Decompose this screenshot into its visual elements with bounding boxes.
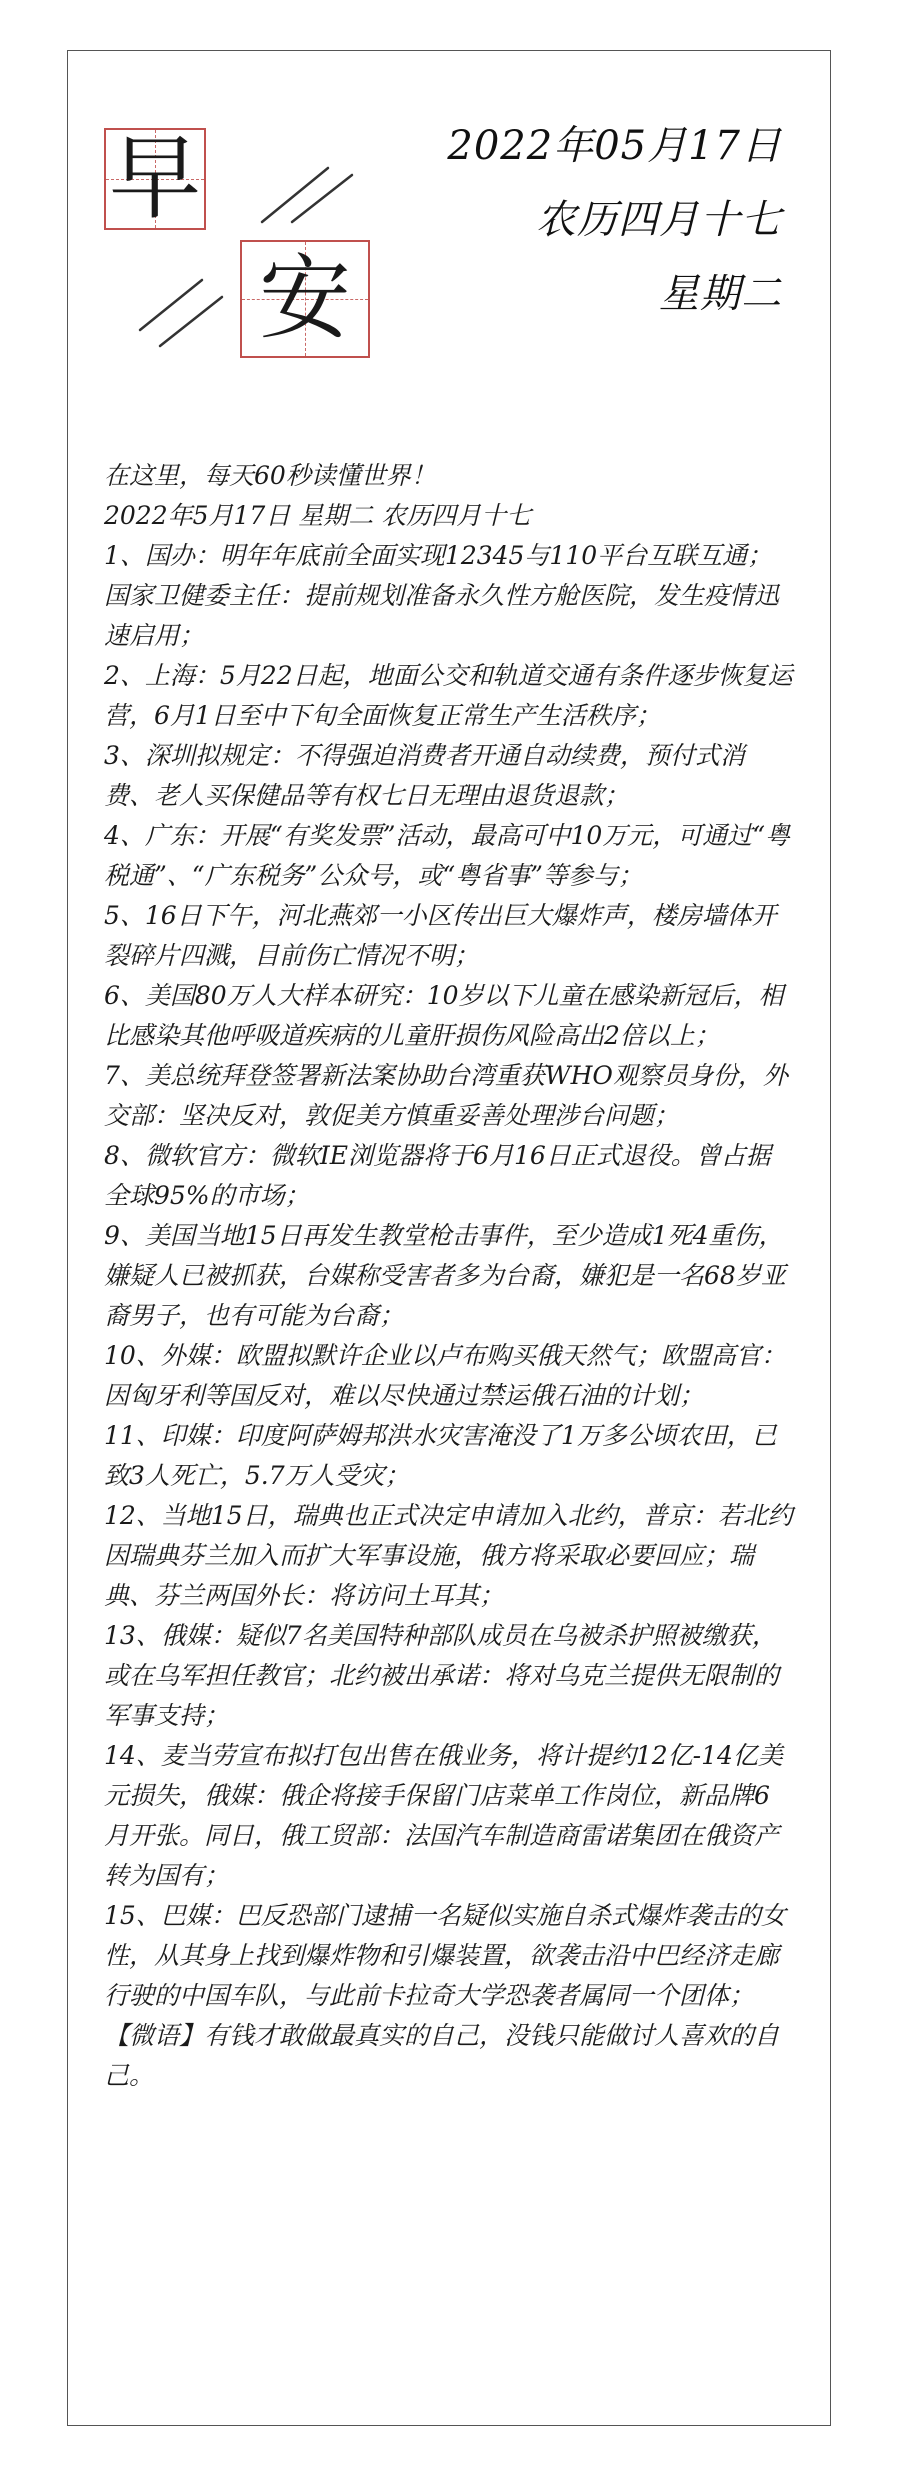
news-item: 14、麦当劳宣布拟打包出售在俄业务，将计提约12亿-14亿美元损失，俄媒：俄企将接手保留门店菜单工作岗位，新品牌6月开张。同日，俄工贸部：法国汽车制造商雷诺集团在俄资产转为国有； bbox=[104, 1741, 783, 1890]
news-item: 15、巴媒：巴反恐部门逮捕一名疑似实施自杀式爆炸袭击的女性，从其身上找到爆炸物和引爆装置，欲袭击沿中巴经济走廊行驶的中国车队，与此前卡拉奇大学恐袭者属同一个团体； bbox=[104, 1901, 786, 2010]
an-character: 安 bbox=[258, 245, 351, 352]
news-item: 1、国办：明年年底前全面实现12345与110平台互联互通；国家卫健委主任：提前规划准备永久性方舱医院，发生疫情迅速启用； bbox=[104, 541, 780, 650]
intro-line: 在这里，每天60秒读懂世界！ bbox=[104, 461, 436, 490]
zao-character: 早 bbox=[108, 125, 201, 232]
lunar-date: 农历四月十七 bbox=[536, 197, 782, 243]
news-item: 9、美国当地15日再发生教堂枪击事件，至少造成1死4重伤，嫌疑人已被抓获，台媒称受害者多为台裔，嫌犯是一名68岁亚裔男子，也有可能为台裔； bbox=[104, 1221, 786, 1330]
news-item: 4、广东：开展“有奖发票”活动，最高可中10万元，可通过“粤税通”、“广东税务”公众号，或“粤省事”等参与； bbox=[104, 821, 791, 890]
gregorian-date: 2022年05月17日 bbox=[447, 123, 782, 169]
news-item: 3、深圳拟规定：不得强迫消费者开通自动续费，预付式消费、老人买保健品等有权七日无理由退货退款； bbox=[104, 741, 745, 810]
news-item: 2、上海：5月22日起，地面公交和轨道交通有条件逐步恢复运营，6月1日至中下旬全面恢复正常生产生活秩序； bbox=[104, 661, 793, 730]
slash-line bbox=[160, 297, 222, 346]
weekday: 星期二 bbox=[659, 271, 782, 317]
date-line: 2022年5月17日 星期二 农历四月十七 bbox=[104, 501, 532, 530]
news-content bbox=[104, 456, 794, 2096]
news-item: 11、印媒：印度阿萨姆邦洪水灾害淹没了1万多公顷农田，已致3人死亡，5.7万人受灾； bbox=[104, 1421, 777, 1490]
news-item: 5、16日下午，河北燕郊一小区传出巨大爆炸声，楼房墙体开裂碎片四溅，目前伤亡情况不明； bbox=[104, 901, 777, 970]
slash-line bbox=[262, 168, 328, 222]
news-item: 6、美国80万人大样本研究：10岁以下儿童在感染新冠后，相比感染其他呼吸道疾病的儿童肝损伤风险高出2倍以上； bbox=[104, 981, 784, 1050]
slash-line bbox=[140, 280, 202, 330]
news-item: 12、当地15日，瑞典也正式决定申请加入北约，普京：若北约因瑞典芬兰加入而扩大军事设施，俄方将采取必要回应；瑞典、芬兰两国外长：将访问土耳其； bbox=[104, 1501, 793, 1610]
news-item: 8、微软官方：微软IE浏览器将于6月16日正式退役。曾占据全球95%的市场； bbox=[104, 1141, 771, 1210]
news-item: 7、美总统拜登签署新法案协助台湾重获WHO观察员身份，外交部：坚决反对，敦促美方慎重妥善处理涉台问题； bbox=[104, 1061, 788, 1130]
slash-line bbox=[292, 175, 352, 222]
quote-line: 【微语】有钱才敢做最真实的自己，没钱只能做讨人喜欢的自己。 bbox=[104, 2021, 780, 2090]
news-item: 13、俄媒：疑似7名美国特种部队成员在乌被杀护照被缴获，或在乌军担任教官；北约被出承诺：将对乌克兰提供无限制的军事支持； bbox=[104, 1621, 780, 1730]
news-item: 10、外媒：欧盟拟默许企业以卢布购买俄天然气；欧盟高官：因匈牙利等国反对，难以尽快通过禁运俄石油的计划； bbox=[104, 1341, 786, 1410]
date-block bbox=[447, 120, 782, 342]
